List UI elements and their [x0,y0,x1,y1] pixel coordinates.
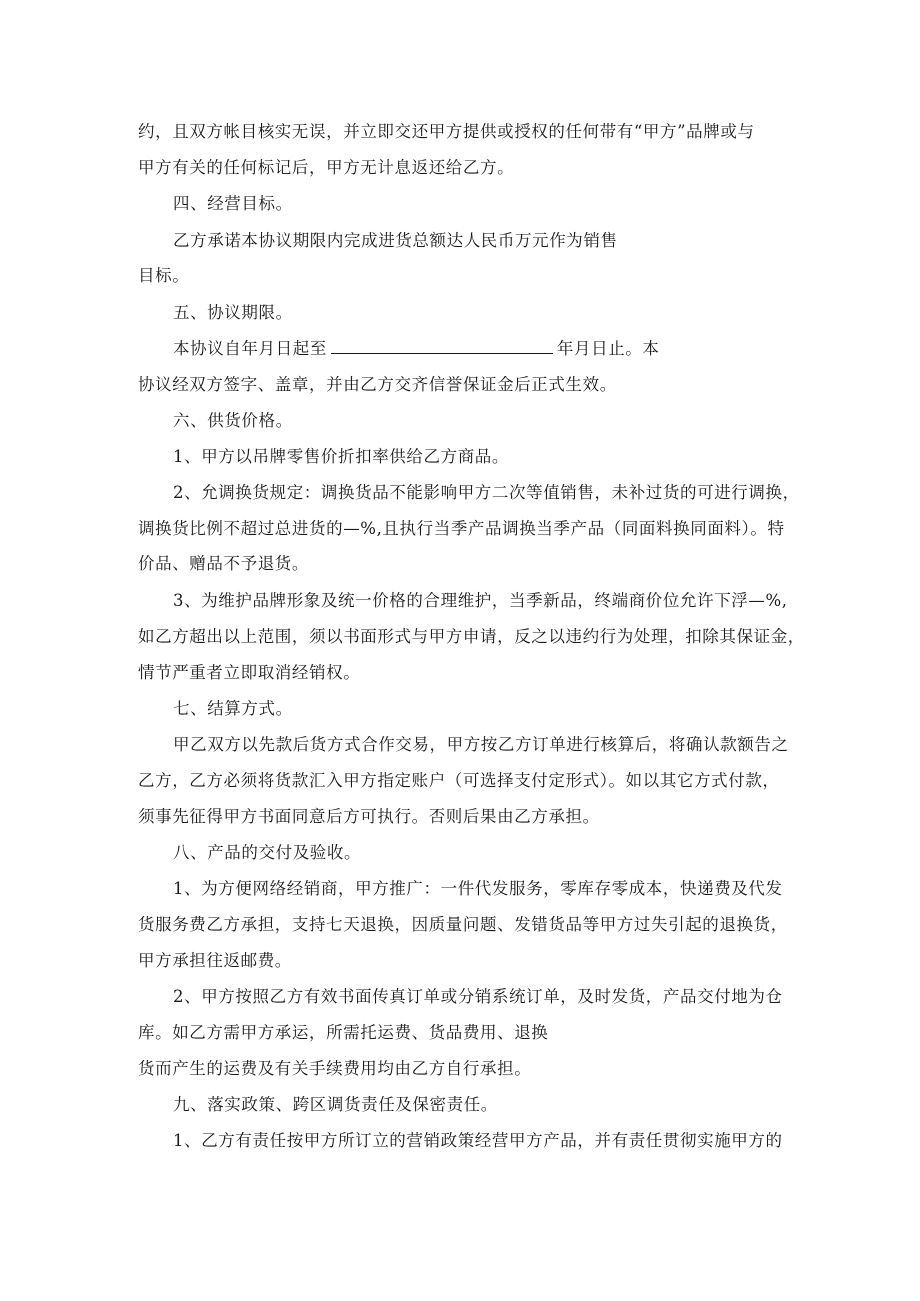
text-line: 须事先征得甲方书面同意后方可执行。否则后果由乙方承担。 [138,807,600,826]
text-line: 调换货比例不超过总进货的—%,且执行当季产品调换当季产品（同面料换同面料）。特 [138,519,785,538]
section-heading: 九、落实政策、跨区调货责任及保密责任。 [173,1095,498,1114]
text-line: 约，且双方帐目核实无误，并立即交还甲方提供或授权的任何带有“甲方”品牌或与 [138,122,755,141]
section-heading: 四、经营目标。 [173,194,293,213]
section-heading: 六、供货价格。 [173,411,293,430]
text-line: 如乙方超出以上范围，须以书面形式与甲方申请，反之以违约行为处理，扣除其保证金， [138,627,805,646]
text-line: 甲乙双方以先款后货方式合作交易，甲方按乙方订单进行核算后，将确认款额告之 [173,735,789,754]
section-heading: 八、产品的交付及验收。 [173,843,362,862]
text-line: 库。如乙方需甲方承运，所需托运费、货品费用、退换 [138,1023,549,1042]
text-line [173,338,660,360]
section-heading: 五、协议期限。 [173,303,293,322]
text-line: 3、为维护品牌形象及统一价格的合理维护，当季新品，终端商价位允许下浮—%, [173,591,788,610]
text-line: 货服务费乙方承担，支持七天退换，因质量问题、发错货品等甲方过失引起的退换货， [138,915,788,934]
section-heading: 七、结算方式。 [173,699,293,718]
text-line: 价品、赠品不予退货。 [138,554,309,573]
text-fragment: 本协议自年月日起至 [173,339,327,358]
text-fragment: 年月日止。本 [556,339,660,358]
text-line: 甲方承担往返邮费。 [138,951,292,970]
text-line: 货而产生的运费及有关手续费用均由乙方自行承担。 [138,1059,532,1078]
text-line: 目标。 [138,266,190,285]
text-line: 1、乙方有责任按甲方所订立的营销政策经营甲方产品，并有责任贯彻实施甲方的 [173,1131,783,1150]
text-line: 2、允调换货规定：调换货品不能影响甲方二次等值销售，未补过货的可进行调换， [173,483,800,502]
text-line: 情节严重者立即取消经销权。 [138,663,361,682]
text-line: 甲方有关的任何标记后，甲方无计息返还给乙方。 [138,158,515,177]
text-line: 1、为方便网络经销商，甲方推广：一件代发服务，零库存零成本，快递费及代发 [173,879,783,898]
text-line: 1、甲方以吊牌零售价折扣率供给乙方商品。 [173,447,509,466]
text-line: 乙方，乙方必须将货款汇入甲方指定账户（可选择支付定形式）。如以其它方式付款， [138,771,780,790]
text-line: 2、甲方按照乙方有效书面传真订单或分销系统订单，及时发货，产品交付地为仓 [173,987,783,1006]
text-line: 乙方承诺本协议期限内完成进货总额达人民币万元作为销售 [173,231,618,250]
fill-in-blank [331,338,553,354]
text-line: 协议经双方签字、盖章，并由乙方交齐信誉保证金后正式生效。 [138,375,617,394]
